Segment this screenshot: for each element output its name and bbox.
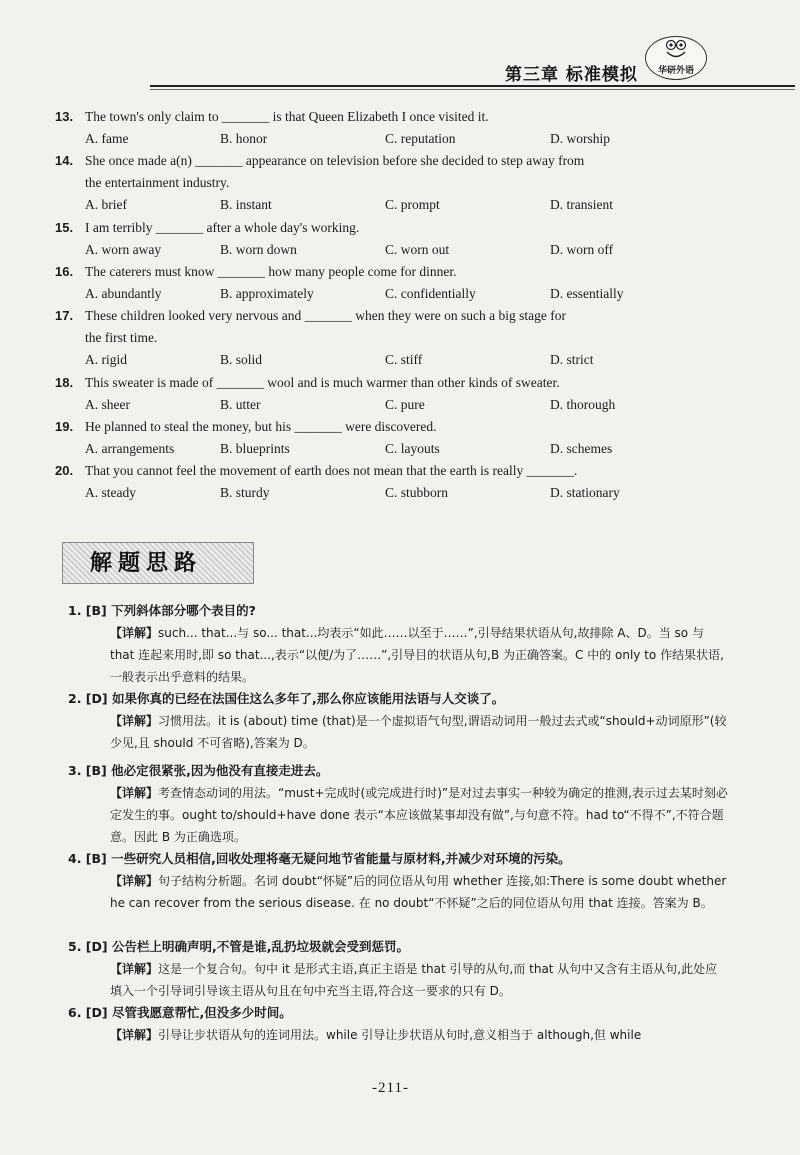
frog-icon (664, 39, 688, 61)
question-number: 18. (55, 375, 74, 390)
answer-1 (68, 600, 728, 688)
answer-5 (68, 936, 728, 1002)
option-a: A. rigid (85, 352, 127, 367)
detail-tag: 【详解】 (110, 786, 159, 800)
publisher-logo (645, 36, 707, 80)
page-number: -211- (372, 1080, 409, 1096)
answer-heading: 5. [D] 公告栏上明确声明,不管是谁,乱扔垃圾就会受到惩罚。 (68, 939, 409, 954)
option-d: D. worn off (550, 242, 614, 257)
answer-heading: 2. [D] 如果你真的已经在法国住这么多年了,那么你应该能用法语与人交谈了。 (68, 691, 505, 706)
answer-heading: 4. [B] 一些研究人员相信,回收处理将毫无疑问地节省能量与原材料,并减少对环境的污染。 (68, 851, 571, 866)
answer-3 (68, 760, 728, 848)
question-18 (55, 372, 720, 416)
detail-tag: 【详解】 (110, 874, 159, 888)
option-d: D. essentially (550, 286, 624, 301)
answer-4 (68, 848, 728, 914)
question-text: These children looked very nervous and _______ when they were on such a big stage for (85, 308, 566, 323)
answer-2 (68, 688, 728, 754)
logo-text: 华研外语 (657, 66, 694, 76)
answer-detail: such... that...与 so... that...均表示“如此……以至于……”,引导结果状语从句,故排除 A、D。当 so 与 that 连起来用时,即 so that...,表示“以便/为了……”,引导目的状语从句,B 为正确答案。C 中的 only to 作结果状语,一般表示出乎意料的结果。 (110, 626, 724, 684)
option-d: D. worship (550, 131, 610, 146)
answer-detail: 引导让步状语从句的连词用法。while 引导让步状语从句时,意义相当于 although,但 while (158, 1028, 642, 1042)
page-header (505, 56, 755, 86)
question-text: She once made a(n) _______ appearance on television before she decided to step away from (85, 153, 585, 168)
answer-heading: 6. [D] 尽管我愿意帮忙,但没多少时间。 (68, 1005, 292, 1020)
question-text: I am terribly _______ after a whole day's working. (85, 220, 360, 235)
question-text: That you cannot feel the movement of earth does not mean that the earth is really _______. (85, 463, 578, 478)
question-text: The town's only claim to _______ is that Queen Elizabeth I once visited it. (85, 109, 489, 124)
option-b: B. sturdy (220, 485, 270, 500)
question-text-cont: the first time. (85, 330, 158, 345)
question-17 (55, 305, 720, 371)
answer-detail: 句子结构分析题。名词 doubt“怀疑”后的同位语从句用 whether 连接,如:There is some doubt whether he can recover from the serious disease. 在 no doubt“不怀疑”之后的同位语从句用 that 连接。答案为 B。 (110, 874, 727, 910)
question-20 (55, 460, 720, 504)
option-c: C. stubborn (385, 485, 449, 500)
section-banner (62, 538, 262, 588)
question-13 (55, 106, 720, 150)
question-text: This sweater is made of _______ wool and is much warmer than other kinds of sweater. (85, 375, 560, 390)
question-text: He planned to steal the money, but his _______ were discovered. (85, 419, 437, 434)
header-rule (150, 85, 795, 87)
detail-tag: 【详解】 (110, 714, 159, 728)
question-number: 16. (55, 264, 74, 279)
option-c: C. layouts (385, 441, 440, 456)
option-b: B. honor (220, 131, 268, 146)
question-text: The caterers must know _______ how many people come for dinner. (85, 264, 457, 279)
option-c: C. worn out (385, 242, 450, 257)
option-d: D. transient (550, 197, 613, 212)
detail-tag: 【详解】 (110, 1028, 159, 1042)
option-b: B. worn down (220, 242, 297, 257)
option-c: C. reputation (385, 131, 456, 146)
option-b: B. instant (220, 197, 272, 212)
option-c: C. confidentially (385, 286, 476, 301)
question-16 (55, 261, 720, 305)
option-c: C. pure (385, 397, 425, 412)
answer-detail: 习惯用法。it is (about) time (that)是一个虚拟语气句型,谓语动词用一般过去式或“should+动词原形”(较少见,且 should 不可省略),答案为 D。 (110, 714, 727, 750)
option-d: D. schemes (550, 441, 613, 456)
option-b: B. blueprints (220, 441, 290, 456)
option-d: D. strict (550, 352, 594, 367)
question-15 (55, 217, 720, 261)
option-c: C. prompt (385, 197, 440, 212)
answer-detail: 这是一个复合句。句中 it 是形式主语,真正主语是 that 引导的从句,而 that 从句中又含有主语从句,此处应填入一个引导词引导该主语从句且在句中充当主语,符合这一要求的只有 D。 (110, 962, 718, 998)
question-text-cont: the entertainment industry. (85, 175, 230, 190)
question-number: 17. (55, 308, 74, 323)
option-b: B. utter (220, 397, 261, 412)
option-c: C. stiff (385, 352, 423, 367)
chapter-title: 第三章 标准模拟 (505, 65, 638, 85)
option-a: A. sheer (85, 397, 130, 412)
detail-tag: 【详解】 (110, 626, 159, 640)
answer-detail: 考查情态动词的用法。“must+完成时(或完成进行时)”是对过去事实一种较为确定的推测,表示过去某时刻必定发生的事。ought to/should+have done 表示“本应该做某事却没有做”,与句意不符。had to“不得不”,不符合题意。因此 B 为正确选项。 (110, 786, 728, 844)
option-a: A. steady (85, 485, 136, 500)
option-a: A. abundantly (85, 286, 162, 301)
option-a: A. worn away (85, 242, 162, 257)
option-b: B. approximately (220, 286, 314, 301)
question-14 (55, 150, 720, 216)
answer-6 (68, 1002, 728, 1046)
question-number: 20. (55, 463, 74, 478)
option-a: A. brief (85, 197, 127, 212)
question-number: 14. (55, 153, 74, 168)
question-number: 13. (55, 109, 74, 124)
section-title: 解题思路 (90, 551, 203, 576)
answer-heading: 3. [B] 他必定很紧张,因为他没有直接走进去。 (68, 763, 329, 778)
header-rule-thin (150, 89, 795, 90)
option-b: B. solid (220, 352, 263, 367)
detail-tag: 【详解】 (110, 962, 159, 976)
option-d: D. thorough (550, 397, 616, 412)
option-d: D. stationary (550, 485, 620, 500)
option-a: A. arrangements (85, 441, 175, 456)
option-a: A. fame (85, 131, 129, 146)
question-19 (55, 416, 720, 460)
question-number: 19. (55, 419, 74, 434)
question-number: 15. (55, 220, 74, 235)
answer-heading: 1. [B] 下列斜体部分哪个表目的? (68, 603, 256, 618)
